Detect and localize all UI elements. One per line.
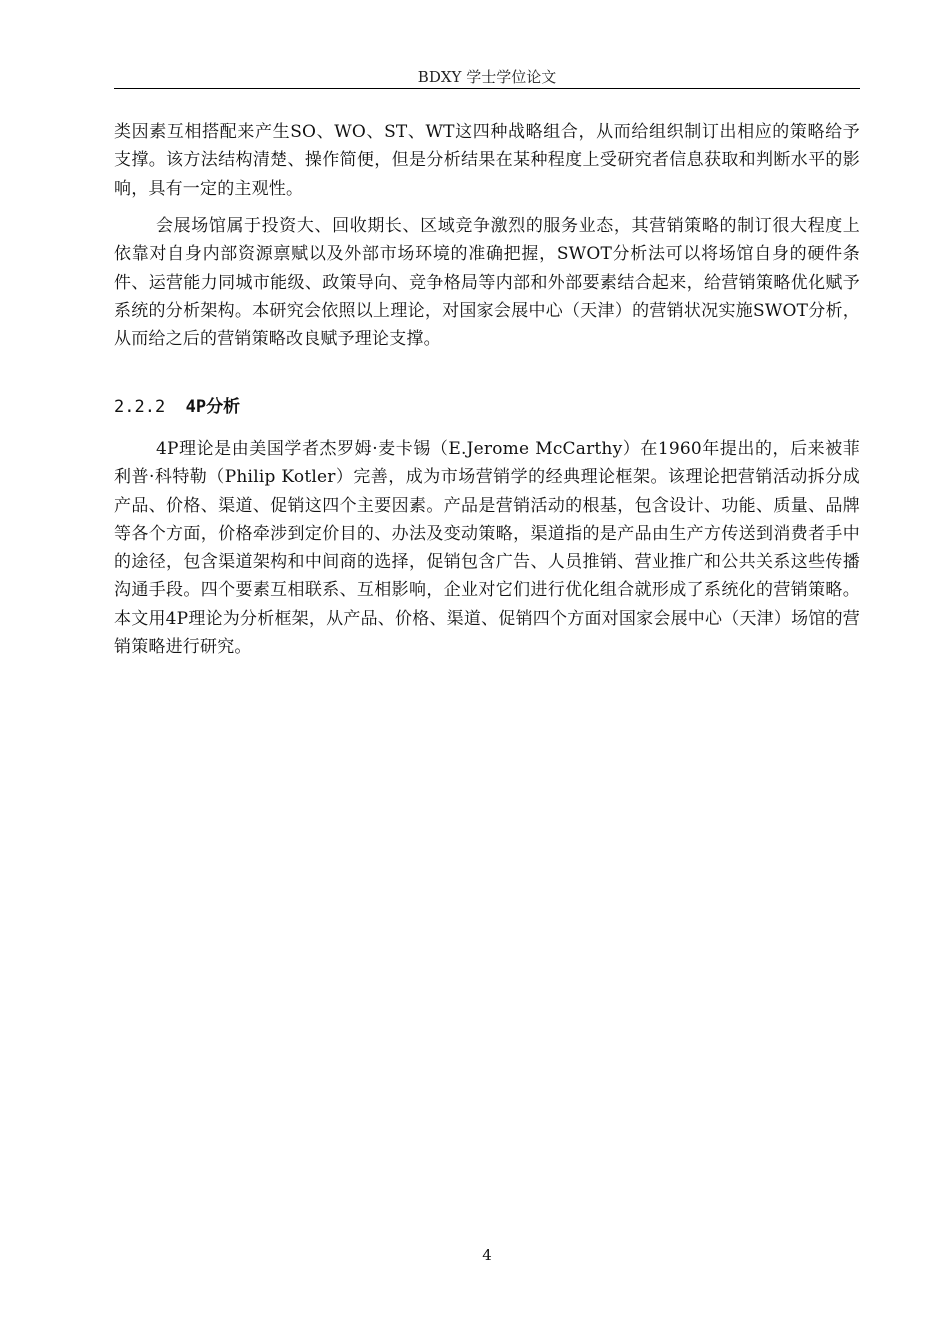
paragraph-swot-method: 类因素互相搭配来产生SO、WO、ST、WT这四种战略组合，从而给组织制订出相应的策略给予支撑。该方法结构清楚、操作简便，但是分析结果在某种程度上受研究者信息获取和判断水平的影响，具有一定的主观性。 <box>114 122 860 199</box>
section-title: 4P分析 <box>185 397 241 417</box>
section-heading <box>114 395 240 419</box>
section-number: 2.2.2 <box>114 397 166 417</box>
running-header: BDXY 学士学位论文 <box>417 68 557 86</box>
paragraph-venue-swot: 会展场馆属于投资大、回收期长、区域竞争激烈的服务业态，其营销策略的制订很大程度上依靠对自身内部资源禀赋以及外部市场环境的准确把握，SWOT分析法可以将场馆自身的硬件条件、运营能力同城市能级、政策导向、竞争格局等内部和外部要素结合起来，给营销策略优化赋予系统的分析架构。本研究会依照以上理论，对国家会展中心（天津）的营销状况实施SWOT分析，从而给之后的营销策略改良赋予理论支撑。 <box>114 216 860 350</box>
paragraph-4p-theory: 4P理论是由美国学者杰罗姆·麦卡锡（E.Jerome McCarthy）在1960年提出的，后来被菲利普·科特勒（Philip Kotler）完善，成为市场营销学的经典理论框架。该理论把营销活动拆分成产品、价格、渠道、促销这四个主要因素。产品是营销活动的根基，包含设计、功能、质量、品牌等各个方面，价格牵涉到定价目的、办法及变动策略，渠道指的是产品由生产方传送到消费者手中的途径，包含渠道架构和中间商的选择，促销包含广告、人员推销、营业推广和公共关系这些传播沟通手段。四个要素互相联系、互相影响，企业对它们进行优化组合就形成了系统化的营销策略。本文用4P理论为分析框架，从产品、价格、渠道、促销四个方面对国家会展中心（天津）场馆的营销策略进行研究。 <box>114 439 860 658</box>
header-divider <box>114 88 860 89</box>
page-number: 4 <box>482 1246 492 1264</box>
